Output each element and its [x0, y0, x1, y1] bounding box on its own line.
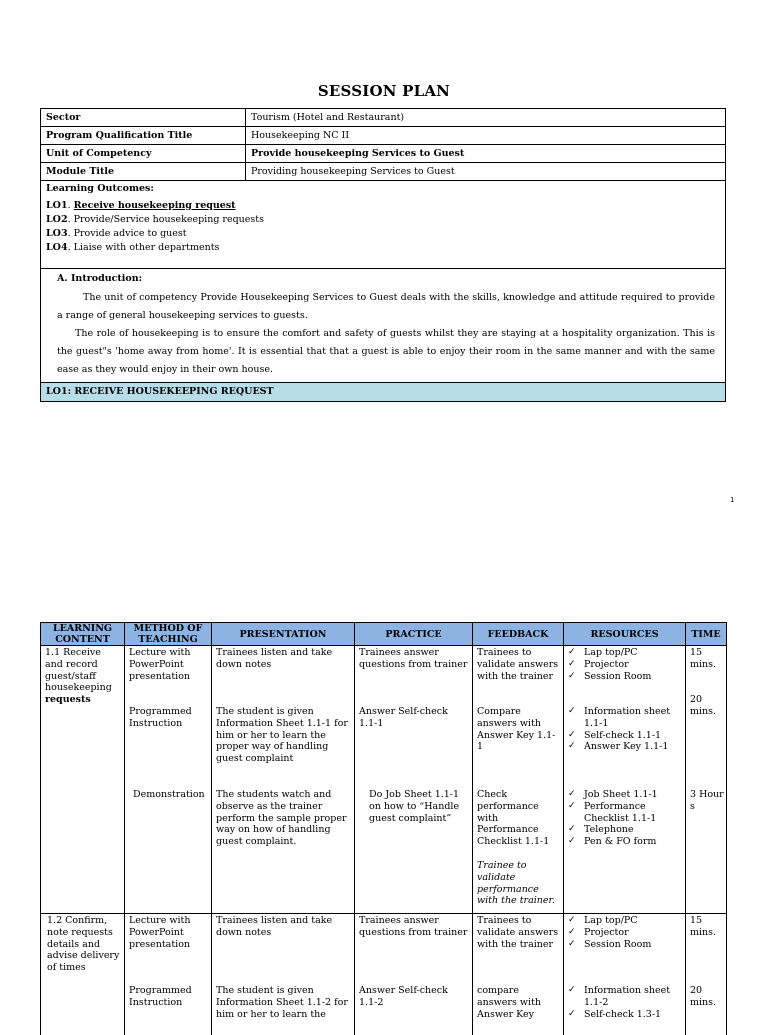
resource-item: ✓ Pen & FO form: [568, 836, 683, 848]
header-resources: RESOURCES: [564, 623, 686, 646]
lo-text: Receive housekeeping request: [74, 200, 236, 211]
introduction-paragraph-2: The role of housekeeping is to ensure the comfort and safety of guests whilst they are staying at a hospitality organization. This is the guest"s 'home away from home'. It is essential that that a guest is able to enjoy their room in the same manner and with the same ease as they would enjoy in their own house.: [57, 325, 715, 379]
lo-item: LO1. Receive housekeeping request: [46, 200, 720, 212]
resources-group-2: [568, 706, 683, 753]
resources-group-1: [568, 647, 683, 682]
lo-item: LO2. Provide/Service housekeeping requests: [46, 214, 720, 226]
method-programmed: Programmed Instruction: [129, 985, 207, 1009]
uoc-value: Provide housekeeping Services to Guest: [246, 145, 726, 163]
presentation-3: The students watch and observe as the trainer perform the sample proper way on how of handling guest complaint.: [216, 789, 350, 848]
lo-text: Provide advice to guest: [74, 228, 187, 239]
lo1-header-row: [41, 383, 726, 402]
resource-item: ✓ Telephone: [568, 824, 683, 836]
presentation-1: Trainees listen and take down notes: [216, 647, 350, 671]
header-presentation: PRESENTATION: [212, 623, 355, 646]
resources-cell: [564, 646, 686, 914]
pqt-row: [41, 127, 726, 145]
lo-text: Liaise with other departments: [74, 242, 220, 253]
resource-item: ✓ Information sheet 1.1-1: [568, 706, 683, 730]
feedback-2: compare answers with Answer Key: [477, 985, 559, 1020]
lo-code: LO1: [46, 200, 68, 211]
practice-3: Do Job Sheet 1.1-1 on how to “Handle guest complaint”: [369, 789, 468, 824]
method-demonstration: Demonstration: [133, 789, 209, 801]
session-info-table: [40, 108, 726, 402]
learning-content-text: 1.1 Receive and record guest/staff housekeeping: [45, 647, 112, 693]
learning-content-cell: [41, 646, 125, 914]
time-1: 15 mins.: [690, 647, 724, 671]
learning-outcomes-heading: Learning Outcomes:: [46, 183, 720, 194]
learning-content-bold: requests: [45, 694, 91, 705]
pqt-value: Housekeeping NC II: [246, 127, 726, 145]
time-cell: [686, 646, 727, 914]
time-cell: [686, 914, 727, 1035]
method-cell: [125, 646, 212, 914]
resource-item: ✓ Performance Checklist 1.1-1: [568, 801, 683, 825]
sector-label: Sector: [41, 109, 246, 127]
resource-item: ✓ Job Sheet 1.1-1: [568, 789, 683, 801]
header-method-of-teaching: METHOD OF TEACHING: [125, 623, 212, 646]
method-lecture: Lecture with PowerPoint presentation: [129, 647, 207, 682]
feedback-1: Trainees to validate answers with the trainer: [477, 915, 559, 950]
presentation-cell: [212, 646, 355, 914]
module-label: Module Title: [41, 163, 246, 181]
header-practice: PRACTICE: [355, 623, 473, 646]
header-feedback: FEEDBACK: [473, 623, 564, 646]
feedback-1: Trainees to validate answers with the trainer: [477, 647, 559, 682]
sector-value: Tourism (Hotel and Restaurant): [246, 109, 726, 127]
page-title: SESSION PLAN: [0, 82, 768, 100]
resources-group-3: [568, 789, 683, 848]
module-value: Providing housekeeping Services to Guest: [246, 163, 726, 181]
practice-2: Answer Self-check 1.1-2: [359, 985, 468, 1009]
presentation-2: The student is given Information Sheet 1.1-1 for him or her to learn the proper way of handling guest complaint: [216, 706, 350, 765]
learning-outcomes-row: [41, 181, 726, 269]
introduction-paragraph-1: The unit of competency Provide Housekeeping Services to Guest deals with the skills, knowledge and attitude required to provide a range of general housekeeping services to guests.: [57, 289, 715, 325]
presentation-1: Trainees listen and take down notes: [216, 915, 350, 939]
plan-header-row: [41, 623, 727, 646]
resource-item: ✓ Self-check 1.3-1: [568, 1009, 683, 1021]
practice-1: Trainees answer questions from trainer: [359, 915, 468, 939]
resource-item: ✓ Projector: [568, 659, 683, 671]
lo1-header-bar: LO1: RECEIVE HOUSEKEEPING REQUEST: [41, 383, 726, 402]
lo-code: LO4: [46, 242, 68, 253]
page-number: 1: [730, 496, 734, 504]
lo-item: LO3. Provide advice to guest: [46, 228, 720, 240]
resource-item: ✓ Self-check 1.1-1: [568, 730, 683, 742]
resource-item: ✓ Lap top/PC: [568, 647, 683, 659]
method-lecture: Lecture with PowerPoint presentation: [129, 915, 207, 950]
resource-item: ✓ Lap top/PC: [568, 915, 683, 927]
time-3: 3 Hour s: [690, 789, 724, 813]
method-cell: [125, 914, 212, 1035]
resources-group-1: [568, 915, 683, 950]
lo-text: Provide/Service housekeeping requests: [74, 214, 264, 225]
practice-2: Answer Self-check 1.1-1: [359, 706, 468, 730]
learning-outcomes-cell: [41, 181, 726, 269]
resource-item: ✓ Information sheet 1.1-2: [568, 985, 683, 1009]
header-learning-content: LEARNING CONTENT: [41, 623, 125, 646]
uoc-row: [41, 145, 726, 163]
practice-1: Trainees answer questions from trainer: [359, 647, 468, 671]
pqt-label: Program Qualification Title: [41, 127, 246, 145]
feedback-2: Compare answers with Answer Key 1.1-1: [477, 706, 559, 753]
time-2: 20 mins.: [690, 694, 724, 718]
presentation-cell: [212, 914, 355, 1035]
sector-row: [41, 109, 726, 127]
resource-item: ✓ Session Room: [568, 939, 683, 951]
resources-cell: [564, 914, 686, 1035]
feedback-3: Check performance with Performance Checklist 1.1-1: [477, 789, 559, 848]
uoc-label: Unit of Competency: [41, 145, 246, 163]
presentation-2: The student is given Information Sheet 1.1-2 for him or her to learn the: [216, 985, 350, 1020]
time-1: 15 mins.: [690, 915, 724, 939]
header-time: TIME: [686, 623, 727, 646]
introduction-cell: [41, 269, 726, 383]
resource-item: ✓ Answer Key 1.1-1: [568, 741, 683, 753]
practice-cell: [355, 646, 473, 914]
learning-content-cell: [41, 914, 125, 1035]
time-2: 20 mins.: [690, 985, 724, 1009]
practice-cell: [355, 914, 473, 1035]
resource-item: ✓ Projector: [568, 927, 683, 939]
feedback-cell: [473, 914, 564, 1035]
table-row: [41, 646, 727, 914]
module-row: [41, 163, 726, 181]
lo-code: LO3: [46, 228, 68, 239]
resources-group-2: [568, 985, 683, 1020]
lo-item: LO4. Liaise with other departments: [46, 242, 720, 254]
introduction-heading: A. Introduction:: [57, 272, 715, 285]
learning-content-text: 1.2 Confirm, note requests details and advise delivery of times: [47, 915, 119, 973]
lo-code: LO2: [46, 214, 68, 225]
table-row: [41, 914, 727, 1035]
resource-item: ✓ Session Room: [568, 671, 683, 683]
method-programmed: Programmed Instruction: [129, 706, 207, 730]
introduction-row: [41, 269, 726, 383]
session-plan-table: [40, 622, 727, 1035]
feedback-cell: [473, 646, 564, 914]
feedback-4: Trainee to validate performance with the trainer.: [477, 860, 559, 907]
